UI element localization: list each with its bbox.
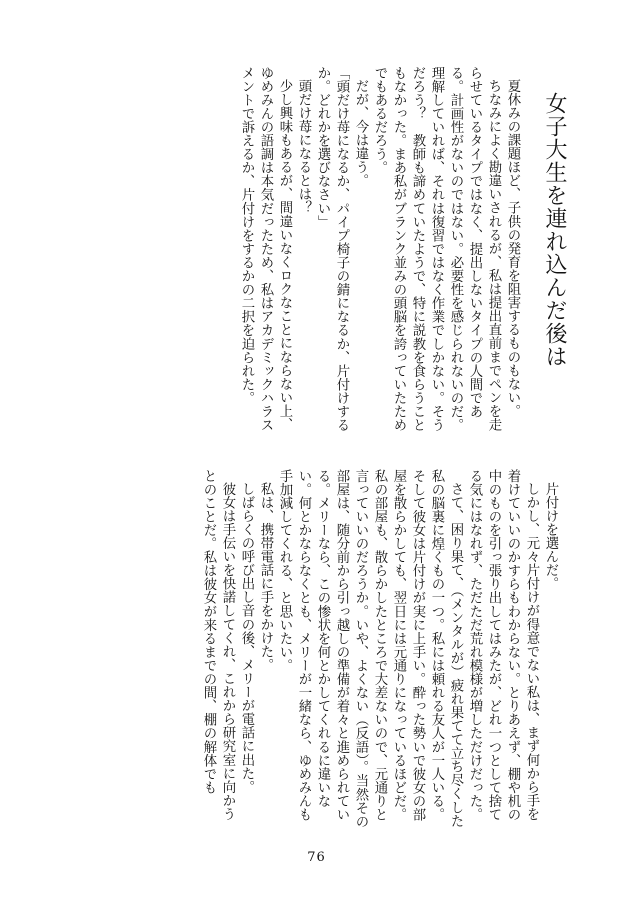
paragraph: 頭だけ苺になるとは？ xyxy=(296,79,311,215)
paragraph: 少し興味もあるが、間違いなくロクなことにならない上、ゆめみんの語調は本気だったため、私はアカデミックハラスメントで訴えるか、片付けをするかの二択を迫られた。 xyxy=(239,66,292,432)
paragraph: 片付けを選んだ。 xyxy=(543,482,558,591)
paragraph: 彼女は手伝いを快諾してくれ、これから研究室に向かうとのことだ。私は彼女が来るまでの間、棚の解体でも xyxy=(201,469,235,822)
paragraph: 夏休みの課題ほど、子供の発育を阻害するものもない。 xyxy=(505,79,520,419)
paragraph: しかし、元々片付けが得意でない私は、まず何から手を着けていいのかすらもわからない。とりあえず、棚や机の中のものを引っ張り出してはみたが、どれ一つとして捨てる気にはなれず、ただただ荒れ模様が増しただけだった。 xyxy=(467,469,539,822)
paragraph: ちなみによく勘違いされるが、私は提出直前までペンを走らせているタイプではなく、提出しないタイプの人間である。計画性がないのではない。必要性を感じられないのだ。理解していれば、それは復習ではなく作業でしかない。そうだろう？ 教師も諦めていたようで、特に説教を食らうこともなかった。まあ私がブランク並みの頭脳を誇っていたためでもあるだろう。 xyxy=(372,66,501,432)
page-number: 76 xyxy=(307,850,326,865)
upper-text-block xyxy=(170,66,522,436)
paragraph: しばらくの呼び出し音の後、メリーが電話に出た。 xyxy=(239,482,254,795)
lower-text-block xyxy=(172,469,560,829)
chapter-title: 女子大生を連れ込んだ後は xyxy=(542,92,567,368)
paragraph: だが、今は違う。 xyxy=(353,79,368,188)
paragraph: 私は、携帯電話に手をかけた。 xyxy=(258,482,273,673)
paragraph: さて、困り果て、（メンタルが）疲れ果てて立ち尽くした私の脳裏に煌くもの一つ。私には頼れる友人が一人いる。そして彼女は片付けが実に上手い。酔った勢いで彼女の部屋を散らかしても、翌日には元通りになっているほどだ。私の部屋も、散らかしたところで大差ないので、元通りと言っていいのだろうか。いや、よくない（反語）。当然その部屋は、随分前から引っ越しの準備が着々と進められている。メリーなら、この惨状を何とかしてくれるに違いない。何とかならなくとも、メリーが一緒なら、ゆめみんも手加減してくれる、と思いたい。 xyxy=(277,469,463,829)
dialogue-paragraph: 「頭だけ苺になるか、パイプ椅子の錆になるか、片付けするか。どれかを選びなさい」 xyxy=(315,66,349,432)
